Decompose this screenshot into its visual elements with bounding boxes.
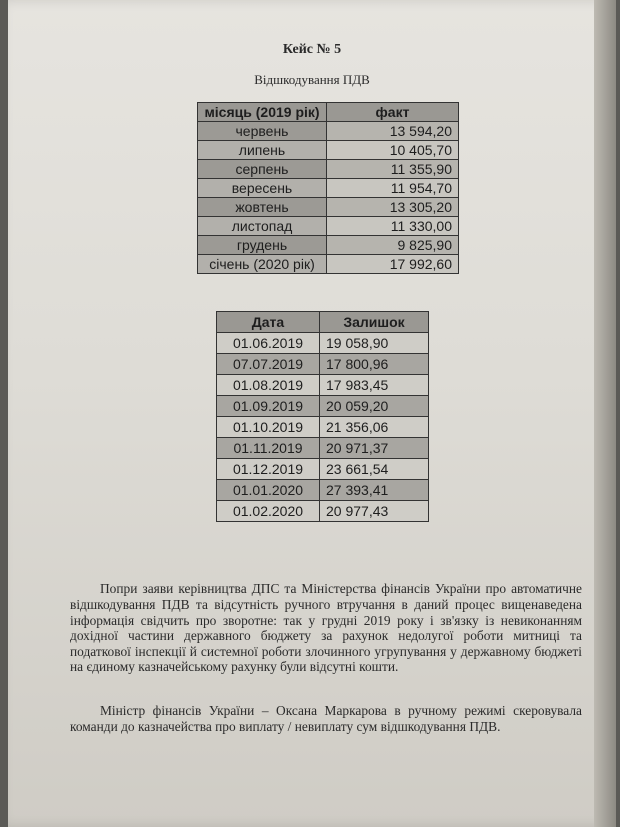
table-header-row [198, 103, 459, 122]
date-cell: 01.11.2019 [217, 438, 320, 459]
balance-cell: 20 971,37 [320, 438, 429, 459]
date-cell: 01.12.2019 [217, 459, 320, 480]
table-row [198, 236, 459, 255]
table-row [198, 217, 459, 236]
month-cell: червень [198, 122, 327, 141]
vat-refund-table [197, 102, 459, 274]
balance-cell: 20 059,20 [320, 396, 429, 417]
fact-cell: 13 305,20 [327, 198, 459, 217]
table-row [198, 198, 459, 217]
table-header-row [217, 312, 429, 333]
date-cell: 07.07.2019 [217, 354, 320, 375]
balance-cell: 17 800,96 [320, 354, 429, 375]
fact-cell: 10 405,70 [327, 141, 459, 160]
month-cell: жовтень [198, 198, 327, 217]
date-cell: 01.09.2019 [217, 396, 320, 417]
balance-cell: 19 058,90 [320, 333, 429, 354]
table-row [198, 179, 459, 198]
column-header-balance: Залишок [320, 312, 429, 333]
table-row [217, 396, 429, 417]
month-cell: січень (2020 рік) [198, 255, 327, 274]
month-cell: вересень [198, 179, 327, 198]
body-paragraph-2: Міністр фінансів України – Оксана Маркарова в ручному режимі скеровувала команди до казначейства про виплату / невиплату сум відшкодування ПДВ. [70, 703, 582, 734]
month-cell: серпень [198, 160, 327, 179]
balance-cell: 21 356,06 [320, 417, 429, 438]
date-cell: 01.10.2019 [217, 417, 320, 438]
date-cell: 01.08.2019 [217, 375, 320, 396]
balance-cell: 23 661,54 [320, 459, 429, 480]
table-row [217, 354, 429, 375]
table-row [198, 141, 459, 160]
table-row [198, 255, 459, 274]
table-row [217, 501, 429, 522]
column-header-fact: факт [327, 103, 459, 122]
fact-cell: 11 330,00 [327, 217, 459, 236]
column-header-date: Дата [217, 312, 320, 333]
table-row [217, 417, 429, 438]
page-edge-shadow [594, 0, 616, 827]
fact-cell: 11 954,70 [327, 179, 459, 198]
table-row [217, 333, 429, 354]
fact-cell: 17 992,60 [327, 255, 459, 274]
table-row [217, 375, 429, 396]
table-row [198, 122, 459, 141]
table-row [217, 480, 429, 501]
date-cell: 01.06.2019 [217, 333, 320, 354]
body-paragraph-1: Попри заяви керівництва ДПС та Міністерства фінансів України про автоматичне відшкодування ПДВ та відсутність ручного втручання в даний процес вищенаведена інформація свідчить про зворотне: так у грудні 2019 року і зв'язку із невиконанням дохідної частини державного бюджету за рахунок недолугої роботи митниці та податкової інспекції й системної роботи злочинного угрупування у державному бюджеті на єдиному казначейському рахунку були відсутні кошти. [70, 581, 582, 675]
balance-cell: 17 983,45 [320, 375, 429, 396]
month-cell: листопад [198, 217, 327, 236]
month-cell: липень [198, 141, 327, 160]
balance-cell: 20 977,43 [320, 501, 429, 522]
date-cell: 01.02.2020 [217, 501, 320, 522]
document-title: Відшкодування ПДВ [254, 72, 370, 87]
balance-table [216, 311, 429, 522]
fact-cell: 11 355,90 [327, 160, 459, 179]
document-page [8, 0, 616, 827]
fact-cell: 13 594,20 [327, 122, 459, 141]
balance-cell: 27 393,41 [320, 480, 429, 501]
table-row [198, 160, 459, 179]
fact-cell: 9 825,90 [327, 236, 459, 255]
month-cell: грудень [198, 236, 327, 255]
case-title: Кейс № 5 [282, 42, 342, 57]
table-row [217, 438, 429, 459]
column-header-month: місяць (2019 рік) [198, 103, 327, 122]
date-cell: 01.01.2020 [217, 480, 320, 501]
table-row [217, 459, 429, 480]
